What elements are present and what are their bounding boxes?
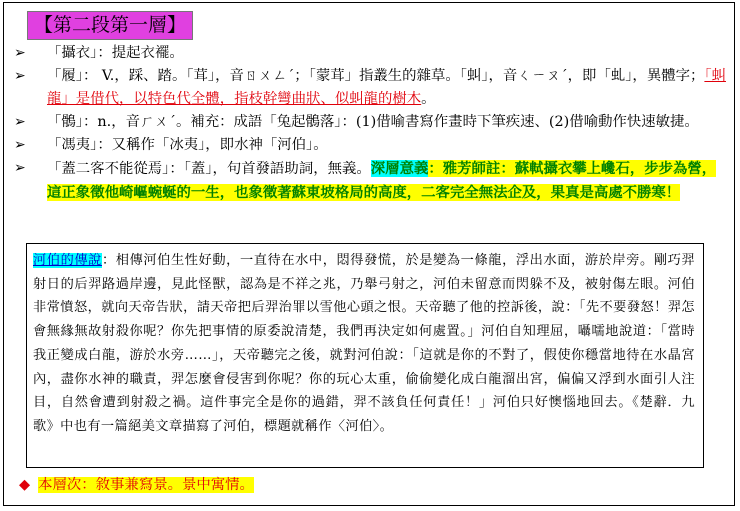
- list-item: [14, 157, 726, 205]
- deep-meaning-text: ：雅芳師註：蘇軾攝衣攀上巉石，步步為營，這正象徵他崎嶇蜿蜒的一生，也象徵著蘇東坡格局的高度，二客完全無法企及，果真是高處不勝寒！: [47, 160, 717, 201]
- item-tail: 。: [421, 91, 436, 107]
- item-text: 「履」： V.，踩、踏。「茸」，音ㄖㄨㄥˊ；「蒙茸」指叢生的雜草。「虯」，音ㄑㄧㄡˊ，即「虬」，異體字；: [47, 68, 705, 84]
- summary-line: [19, 475, 254, 495]
- list-item: [14, 134, 726, 157]
- item-text: 「蓋二客不能從焉」：「蓋」，句首發語助詞，無義。: [47, 161, 371, 177]
- deep-meaning-label: 深層意義: [370, 160, 429, 177]
- list-item: [14, 65, 726, 111]
- legend-text: ：相傳河伯生性好動，一直待在水中，悶得發慌，於是變為一條龍，浮出水面，游於岸旁。剛巧羿射日的后羿路過岸邊，見此怪獸，認為是不祥之兆，乃舉弓射之，河伯未留意而閃躲不及，被射傷左眼。河伯非常憤怒，就向天帝告狀，請天帝把后羿治罪以雪他心頭之恨。天帝聽了他的控訴後，說：「先不要發怒！羿怎會無緣無故射殺你呢？你先把事情的原委說清楚，我們再決定如何處置。」河伯自知理屈，囁嚅地說道：「當時我正變成白龍，游於水旁……」，天帝聽完之後，就對河伯說：「這就是你的不對了，假使你穩當地待在水晶宮內，盡你水神的職責，羿怎麼會侵害到你呢？你的玩心太重，偷偷變化成白龍溜出宮，偏偏又浮到水面引人注目，自然會遭到射殺之禍。這件事完全是你的過錯，羿不該負任何責任！」河伯只好懊惱地回去。《楚辭．九歌》中也有一篇絕美文章描寫了河伯，標題就稱作〈河伯〉。: [33, 253, 695, 434]
- legend-box: [26, 243, 704, 468]
- item-text: 「馮夷」：又稱作「冰夷」，即水神「河伯」。: [47, 137, 328, 153]
- section-title: 【第二段第一層】: [27, 11, 193, 40]
- list-item: [14, 111, 726, 134]
- legend-label: 河伯的傳說: [33, 253, 102, 268]
- arrow-bullet-icon: ➢: [14, 160, 26, 176]
- item-text: 「鶻」：n.，音ㄏㄨˊ。補充：成語「兔起鶻落」：(1)借喻書寫作畫時下筆疾速、(2)借喻動作快速敏捷。: [47, 114, 699, 130]
- arrow-bullet-icon: ➢: [14, 68, 26, 84]
- arrow-bullet-icon: ➢: [14, 45, 26, 61]
- list-item: [14, 42, 726, 65]
- diamond-bullet-icon: ◆: [19, 477, 31, 493]
- arrow-bullet-icon: ➢: [14, 114, 26, 130]
- summary-text: 本層次：敘事兼寫景。景中寓情。: [38, 477, 254, 493]
- red-highlight-text: 「虯龍」是借代，以特色代全體，指枝幹彎曲狀、似虯龍的樹木: [47, 68, 726, 107]
- item-text: 「攝衣」：提起衣襬。: [47, 45, 184, 61]
- arrow-bullet-icon: ➢: [14, 137, 26, 153]
- annotation-list: [14, 42, 726, 205]
